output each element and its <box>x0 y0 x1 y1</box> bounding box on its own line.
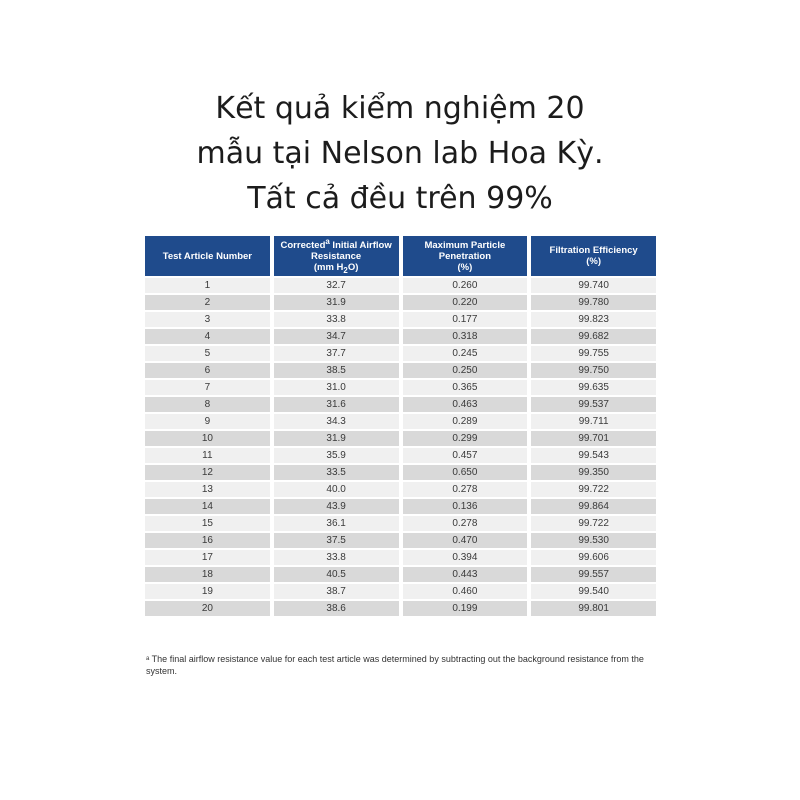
header-filtration-efficiency <box>531 236 656 276</box>
particle-penetration-cell: 0.278 <box>403 516 528 531</box>
particle-penetration-cell: 0.460 <box>403 584 528 599</box>
airflow-resistance-cell: 38.6 <box>274 601 399 616</box>
airflow-resistance-cell: 43.9 <box>274 499 399 514</box>
test-article-number-cell: 16 <box>145 533 270 548</box>
table-row <box>145 499 656 514</box>
airflow-resistance-cell: 34.3 <box>274 414 399 429</box>
test-article-number-cell: 13 <box>145 482 270 497</box>
test-article-number-cell: 9 <box>145 414 270 429</box>
footnote <box>146 653 654 677</box>
airflow-resistance-cell: 31.6 <box>274 397 399 412</box>
filtration-efficiency-cell: 99.557 <box>531 567 656 582</box>
table-row <box>145 584 656 599</box>
test-article-number-cell: 14 <box>145 499 270 514</box>
filtration-efficiency-cell: 99.722 <box>531 516 656 531</box>
airflow-resistance-cell: 33.8 <box>274 550 399 565</box>
particle-penetration-cell: 0.365 <box>403 380 528 395</box>
particle-penetration-cell: 0.136 <box>403 499 528 514</box>
header-airflow-resistance-label: Corrected <box>280 240 326 252</box>
particle-penetration-cell: 0.650 <box>403 465 528 480</box>
table-row <box>145 448 656 463</box>
airflow-resistance-cell: 40.0 <box>274 482 399 497</box>
test-article-number-cell: 6 <box>145 363 270 378</box>
particle-penetration-cell: 0.470 <box>403 533 528 548</box>
filtration-efficiency-cell: 99.606 <box>531 550 656 565</box>
test-article-number-cell: 20 <box>145 601 270 616</box>
header-airflow-resistance-unit-subscript: 2 <box>343 266 348 276</box>
footnote-marker: a <box>146 656 150 662</box>
test-article-number-cell: 11 <box>145 448 270 463</box>
table-row <box>145 414 656 429</box>
particle-penetration-cell: 0.457 <box>403 448 528 463</box>
table-row <box>145 397 656 412</box>
table-row <box>145 567 656 582</box>
airflow-resistance-cell: 32.7 <box>274 278 399 293</box>
header-max-particle-penetration-unit: (%) <box>457 261 473 273</box>
header-max-particle-penetration-label: Maximum Particle Penetration <box>424 239 506 262</box>
filtration-efficiency-cell: 99.635 <box>531 380 656 395</box>
particle-penetration-cell: 0.443 <box>403 567 528 582</box>
table-row <box>145 278 656 293</box>
table-row <box>145 465 656 480</box>
filtration-efficiency-cell: 99.740 <box>531 278 656 293</box>
airflow-resistance-cell: 33.8 <box>274 312 399 327</box>
airflow-resistance-cell: 34.7 <box>274 329 399 344</box>
test-article-number-cell: 15 <box>145 516 270 531</box>
heading-line-3: Tất cả đều trên 99% <box>247 181 553 216</box>
footnote-text: The final airflow resistance value for each test article was determined by subtracting out the background resistance from the system. <box>146 654 644 676</box>
airflow-resistance-cell: 35.9 <box>274 448 399 463</box>
filtration-efficiency-cell: 99.350 <box>531 465 656 480</box>
table-row <box>145 533 656 548</box>
particle-penetration-cell: 0.299 <box>403 431 528 446</box>
table-row <box>145 601 656 616</box>
particle-penetration-cell: 0.260 <box>403 278 528 293</box>
header-airflow-resistance-unit: (mm H <box>313 262 344 274</box>
table-row <box>145 329 656 344</box>
particle-penetration-cell: 0.245 <box>403 346 528 361</box>
table-body <box>145 278 656 616</box>
filtration-efficiency-cell: 99.864 <box>531 499 656 514</box>
particle-penetration-cell: 0.177 <box>403 312 528 327</box>
filtration-efficiency-cell: 99.722 <box>531 482 656 497</box>
header-row <box>145 236 656 276</box>
header-test-article-number-label: Test Article Number <box>162 250 252 262</box>
test-article-number-cell: 3 <box>145 312 270 327</box>
table-row <box>145 431 656 446</box>
heading-line-1: Kết quả kiểm nghiệm 20 <box>215 91 585 126</box>
particle-penetration-cell: 0.250 <box>403 363 528 378</box>
airflow-resistance-cell: 37.5 <box>274 533 399 548</box>
results-table <box>141 234 660 618</box>
page-heading <box>0 86 800 221</box>
test-article-number-cell: 4 <box>145 329 270 344</box>
airflow-resistance-cell: 38.5 <box>274 363 399 378</box>
filtration-efficiency-cell: 99.682 <box>531 329 656 344</box>
header-airflow-resistance-label-rest: Initial Airflow Resistance <box>311 240 392 263</box>
table-row <box>145 346 656 361</box>
table-row <box>145 312 656 327</box>
test-article-number-cell: 18 <box>145 567 270 582</box>
filtration-efficiency-cell: 99.750 <box>531 363 656 378</box>
test-article-number-cell: 5 <box>145 346 270 361</box>
airflow-resistance-cell: 36.1 <box>274 516 399 531</box>
particle-penetration-cell: 0.289 <box>403 414 528 429</box>
table-row <box>145 295 656 310</box>
filtration-efficiency-cell: 99.823 <box>531 312 656 327</box>
airflow-resistance-cell: 38.7 <box>274 584 399 599</box>
particle-penetration-cell: 0.199 <box>403 601 528 616</box>
table-row <box>145 380 656 395</box>
filtration-efficiency-cell: 99.530 <box>531 533 656 548</box>
airflow-resistance-cell: 31.9 <box>274 431 399 446</box>
filtration-efficiency-cell: 99.711 <box>531 414 656 429</box>
table-row <box>145 363 656 378</box>
table-header <box>145 236 656 276</box>
airflow-resistance-cell: 37.7 <box>274 346 399 361</box>
filtration-efficiency-cell: 99.543 <box>531 448 656 463</box>
test-article-number-cell: 12 <box>145 465 270 480</box>
filtration-efficiency-cell: 99.540 <box>531 584 656 599</box>
airflow-resistance-cell: 40.5 <box>274 567 399 582</box>
header-filtration-efficiency-label: Filtration Efficiency <box>549 245 638 257</box>
particle-penetration-cell: 0.318 <box>403 329 528 344</box>
airflow-resistance-cell: 33.5 <box>274 465 399 480</box>
header-airflow-resistance-unit-rest: O) <box>347 262 359 274</box>
particle-penetration-cell: 0.394 <box>403 550 528 565</box>
test-article-number-cell: 10 <box>145 431 270 446</box>
header-max-particle-penetration <box>403 236 528 276</box>
test-article-number-cell: 7 <box>145 380 270 395</box>
footnote-marker: a <box>325 237 330 246</box>
test-article-number-cell: 19 <box>145 584 270 599</box>
test-article-number-cell: 8 <box>145 397 270 412</box>
table-row <box>145 550 656 565</box>
particle-penetration-cell: 0.463 <box>403 397 528 412</box>
filtration-efficiency-cell: 99.780 <box>531 295 656 310</box>
filtration-efficiency-cell: 99.801 <box>531 601 656 616</box>
heading-line-2: mẫu tại Nelson lab Hoa Kỳ. <box>196 136 604 171</box>
filtration-efficiency-cell: 99.755 <box>531 346 656 361</box>
test-article-number-cell: 17 <box>145 550 270 565</box>
table-row <box>145 516 656 531</box>
airflow-resistance-cell: 31.0 <box>274 380 399 395</box>
particle-penetration-cell: 0.278 <box>403 482 528 497</box>
header-test-article-number <box>145 236 270 276</box>
filtration-efficiency-cell: 99.701 <box>531 431 656 446</box>
test-article-number-cell: 2 <box>145 295 270 310</box>
header-airflow-resistance <box>274 236 399 276</box>
test-article-number-cell: 1 <box>145 278 270 293</box>
table-row <box>145 482 656 497</box>
airflow-resistance-cell: 31.9 <box>274 295 399 310</box>
particle-penetration-cell: 0.220 <box>403 295 528 310</box>
header-filtration-efficiency-unit: (%) <box>586 256 602 268</box>
filtration-efficiency-cell: 99.537 <box>531 397 656 412</box>
